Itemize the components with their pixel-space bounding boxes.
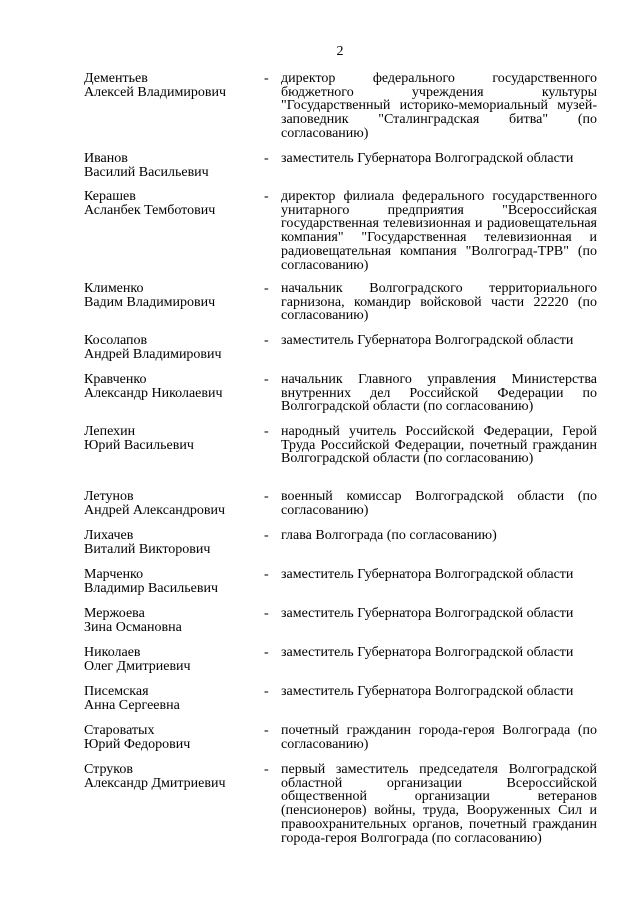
person-name bbox=[84, 152, 264, 179]
given-names: Василий Васильевич bbox=[84, 164, 209, 180]
dash: - bbox=[264, 567, 269, 582]
person-name bbox=[84, 72, 264, 99]
surname: Лихачев bbox=[84, 528, 134, 543]
surname: Кравченко bbox=[84, 372, 147, 387]
position-description: начальник Главного управления Министерства внутренних дел Российской Федерации по Волгоградской области (по согласованию) bbox=[281, 372, 597, 415]
person-name bbox=[84, 334, 264, 361]
dash: - bbox=[264, 424, 269, 439]
dash: - bbox=[264, 528, 269, 543]
dash: - bbox=[264, 372, 269, 387]
position-description: заместитель Губернатора Волгоградской области bbox=[281, 684, 574, 699]
given-names: Александр Дмитриевич bbox=[84, 775, 226, 791]
position-description: заместитель Губернатора Волгоградской области bbox=[281, 333, 574, 348]
given-names: Андрей Александрович bbox=[84, 502, 226, 518]
person-name bbox=[84, 685, 264, 712]
person-name bbox=[84, 190, 264, 217]
dash: - bbox=[264, 189, 269, 204]
surname: Староватых bbox=[84, 723, 155, 738]
surname: Иванов bbox=[84, 151, 128, 166]
surname: Лепехин bbox=[84, 424, 136, 439]
surname: Марченко bbox=[84, 567, 144, 582]
surname: Писемская bbox=[84, 684, 149, 699]
position-description: заместитель Губернатора Волгоградской области bbox=[281, 567, 574, 582]
person-name bbox=[84, 607, 264, 634]
given-names: Вадим Владимирович bbox=[84, 294, 216, 310]
position-description: почетный гражданин города-героя Волгограда (по согласованию) bbox=[281, 723, 597, 752]
person-name bbox=[84, 763, 264, 790]
dash: - bbox=[264, 723, 269, 738]
position-description: заместитель Губернатора Волгоградской области bbox=[281, 606, 574, 621]
page-number: 2 bbox=[336, 44, 344, 59]
given-names: Алексей Владимирович bbox=[84, 84, 227, 100]
given-names: Юрий Васильевич bbox=[84, 437, 194, 453]
given-names: Олег Дмитриевич bbox=[84, 658, 191, 674]
person-name bbox=[84, 568, 264, 595]
surname: Клименко bbox=[84, 281, 144, 296]
given-names: Зина Османовна bbox=[84, 619, 182, 635]
dash: - bbox=[264, 489, 269, 504]
surname: Летунов bbox=[84, 489, 134, 504]
person-name bbox=[84, 282, 264, 309]
person-name bbox=[84, 724, 264, 751]
dash: - bbox=[264, 606, 269, 621]
person-name bbox=[84, 490, 264, 517]
position-description: глава Волгограда (по согласованию) bbox=[281, 528, 497, 543]
dash: - bbox=[264, 684, 269, 699]
position-description: заместитель Губернатора Волгоградской области bbox=[281, 151, 574, 166]
surname: Дементьев bbox=[84, 71, 148, 86]
dash: - bbox=[264, 71, 269, 86]
position-description: директор филиала федерального государственного унитарного предприятия "Всероссийская государственная телевизионная и радиовещательная компания" "Государственная телевизионная и радиовещательная компания "Волгоград-ТРВ" (по согласованию) bbox=[281, 189, 597, 273]
person-name bbox=[84, 529, 264, 556]
surname: Струков bbox=[84, 762, 133, 777]
surname: Мержоева bbox=[84, 606, 145, 621]
dash: - bbox=[264, 333, 269, 348]
position-description: народный учитель Российской Федерации, Герой Труда Российской Федерации, почетный гражданин Волгоградской области (по согласованию) bbox=[281, 424, 597, 467]
position-description: начальник Волгоградского территориального гарнизона, командир войсковой части 22220 (по согласованию) bbox=[281, 281, 597, 324]
position-description: директор федерального государственного бюджетного учреждения культуры "Государственный историко-мемориальный музей-заповедник "Сталинградская битва" (по согласованию) bbox=[281, 71, 597, 141]
given-names: Анна Сергеевна bbox=[84, 697, 180, 713]
position-description: заместитель Губернатора Волгоградской области bbox=[281, 645, 574, 660]
person-name bbox=[84, 646, 264, 673]
given-names: Александр Николаевич bbox=[84, 385, 223, 401]
dash: - bbox=[264, 645, 269, 660]
surname: Керашев bbox=[84, 189, 136, 204]
dash: - bbox=[264, 151, 269, 166]
surname: Косолапов bbox=[84, 333, 148, 348]
given-names: Андрей Владимирович bbox=[84, 346, 222, 362]
person-name bbox=[84, 425, 264, 452]
given-names: Виталий Викторович bbox=[84, 541, 211, 557]
given-names: Асланбек Темботович bbox=[84, 202, 216, 218]
person-name bbox=[84, 373, 264, 400]
given-names: Юрий Федорович bbox=[84, 736, 191, 752]
position-description: военный комиссар Волгоградской области (по согласованию) bbox=[281, 489, 597, 518]
given-names: Владимир Васильевич bbox=[84, 580, 218, 596]
position-description: первый заместитель председателя Волгоградской областной организации Всероссийской общественной организации ветеранов (пенсионеров) войны, труда, Вооруженных Сил и правоохранительных органов, почетный гражданин города-героя Волгограда (по согласованию) bbox=[281, 762, 597, 846]
dash: - bbox=[264, 762, 269, 777]
dash: - bbox=[264, 281, 269, 296]
surname: Николаев bbox=[84, 645, 141, 660]
